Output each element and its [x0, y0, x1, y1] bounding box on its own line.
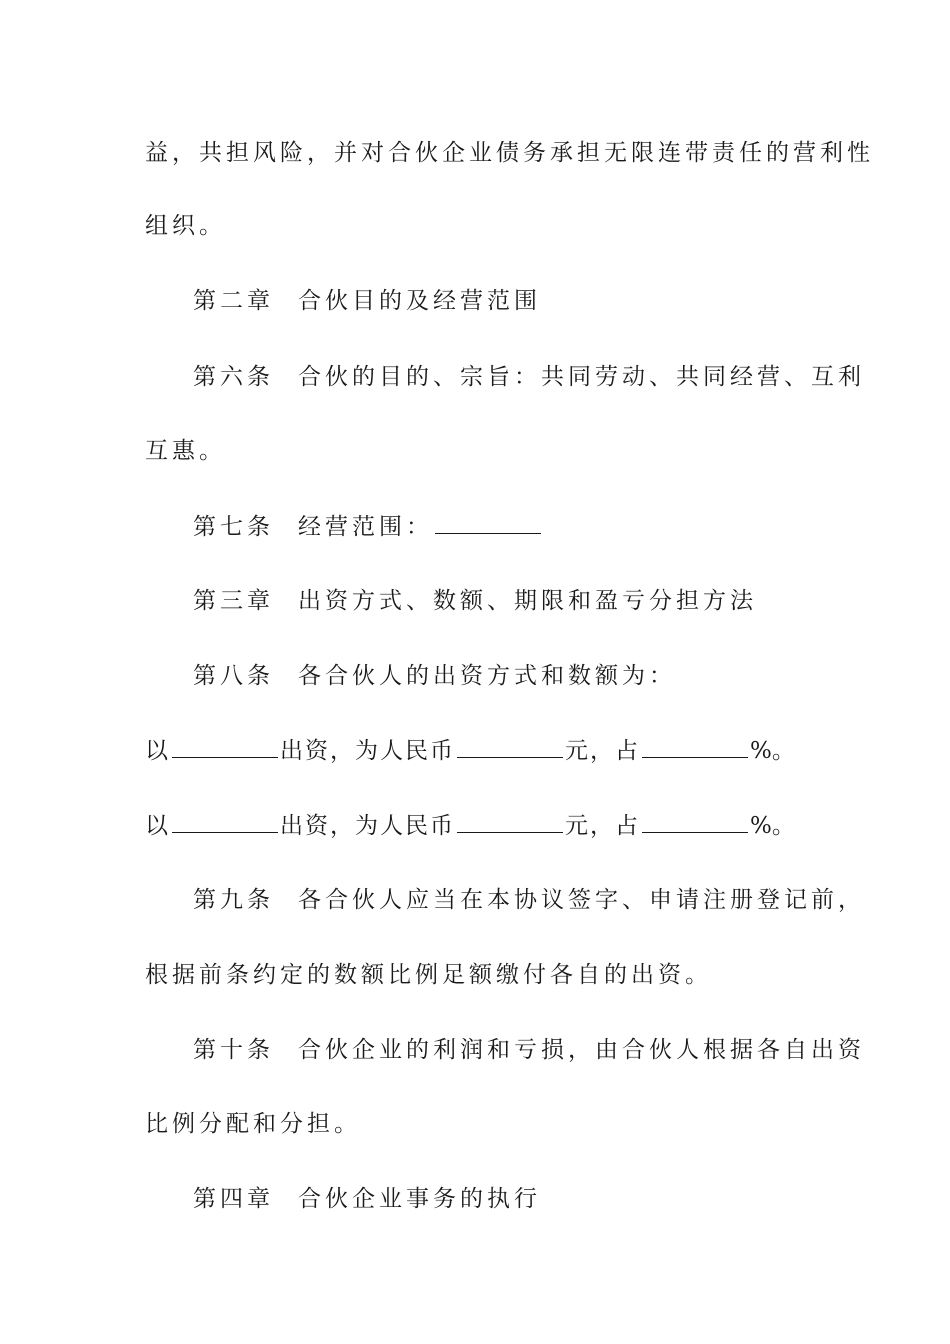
article-line	[193, 1035, 865, 1065]
article-number: 第九条	[193, 887, 274, 913]
article-text: 合伙的目的、宗旨：共同劳动、共同经营、互利	[298, 364, 865, 390]
body-text-line	[145, 436, 226, 466]
fill-in-blank[interactable]	[457, 810, 563, 833]
chapter-number: 第四章	[193, 1186, 274, 1212]
chapter-heading	[193, 286, 541, 316]
paragraph-text: 根据前条约定的数额比例足额缴付各自的出资。	[145, 962, 712, 988]
contribution-line	[145, 735, 795, 766]
chapter-number: 第三章	[193, 588, 274, 614]
fill-in-blank[interactable]	[435, 511, 541, 534]
chapter-number: 第二章	[193, 288, 274, 314]
body-text-line	[145, 1109, 361, 1139]
paragraph-text: 组织。	[145, 213, 226, 239]
article-text: 合伙企业的利润和亏损，由合伙人根据各自出资	[298, 1037, 865, 1063]
body-text-line	[145, 960, 712, 990]
contribution-text: 元，占	[565, 813, 640, 839]
paragraph-text: 互惠。	[145, 438, 226, 464]
contribution-text: 出资，为人民币	[280, 738, 455, 764]
body-text-line	[145, 138, 874, 168]
article-number: 第八条	[193, 663, 274, 689]
article-line	[193, 661, 676, 691]
percent-text: %。	[750, 813, 795, 839]
article-text: 各合伙人的出资方式和数额为：	[298, 663, 676, 689]
fill-in-blank[interactable]	[642, 810, 748, 833]
fill-in-blank[interactable]	[172, 810, 278, 833]
contribution-text: 出资，为人民币	[280, 813, 455, 839]
fill-in-blank[interactable]	[642, 735, 748, 758]
article-number: 第十条	[193, 1037, 274, 1063]
chapter-heading	[193, 586, 757, 616]
paragraph-text: 益，共担风险，并对合伙企业债务承担无限连带责任的营利性	[145, 140, 874, 166]
article-number: 第七条	[193, 514, 274, 540]
chapter-title: 合伙目的及经营范围	[298, 288, 541, 314]
contribution-text: 元，占	[565, 738, 640, 764]
article-line	[193, 362, 865, 392]
chapter-title: 合伙企业事务的执行	[298, 1186, 541, 1212]
article-number: 第六条	[193, 364, 274, 390]
article-text: 经营范围：	[298, 514, 433, 540]
percent-text: %。	[750, 738, 795, 764]
contribution-prefix: 以	[145, 738, 170, 764]
fill-in-blank[interactable]	[172, 735, 278, 758]
chapter-title: 出资方式、数额、期限和盈亏分担方法	[298, 588, 757, 614]
body-text-line	[145, 211, 226, 241]
chapter-heading	[193, 1184, 541, 1214]
article-line	[193, 885, 865, 915]
fill-in-blank[interactable]	[457, 735, 563, 758]
contribution-line	[145, 810, 795, 841]
article-line	[193, 511, 543, 542]
contribution-prefix: 以	[145, 813, 170, 839]
article-text: 各合伙人应当在本协议签字、申请注册登记前，	[298, 887, 865, 913]
paragraph-text: 比例分配和分担。	[145, 1111, 361, 1137]
